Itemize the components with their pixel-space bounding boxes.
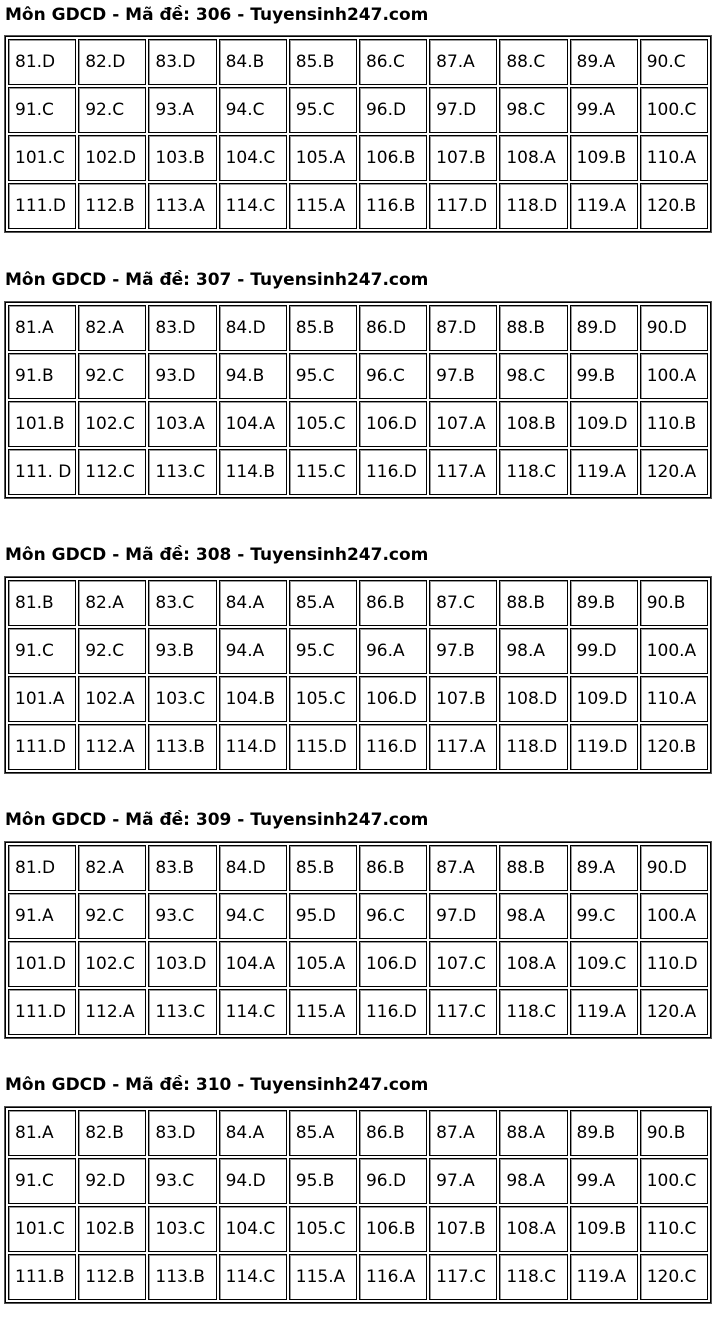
answer-cell: 107.A (429, 401, 497, 447)
answer-cell: 98.A (499, 893, 567, 939)
answer-cell: 108.D (499, 676, 567, 722)
answer-cell: 108.A (499, 1206, 567, 1252)
answer-cell: 97.A (429, 1158, 497, 1204)
answer-cell: 85.B (289, 305, 357, 351)
answer-cell: 117.D (429, 183, 497, 229)
answer-cell: 102.C (78, 401, 146, 447)
answer-cell: 85.A (289, 580, 357, 626)
answer-cell: 100.C (640, 1158, 708, 1204)
answer-cell: 103.A (148, 401, 216, 447)
answer-cell: 98.A (499, 1158, 567, 1204)
answer-cell: 87.A (429, 845, 497, 891)
answer-cell: 87.A (429, 39, 497, 85)
answer-cell: 81.A (8, 305, 76, 351)
answer-cell: 92.C (78, 353, 146, 399)
table-row (8, 845, 708, 891)
table-row (8, 1110, 708, 1156)
answer-cell: 95.C (289, 353, 357, 399)
answer-cell: 114.C (219, 989, 287, 1035)
answer-cell: 82.A (78, 305, 146, 351)
answer-cell: 86.B (359, 1110, 427, 1156)
answer-cell: 100.A (640, 893, 708, 939)
answer-cell: 87.D (429, 305, 497, 351)
table-row (8, 676, 708, 722)
answer-cell: 117.A (429, 449, 497, 495)
answer-cell: 87.A (429, 1110, 497, 1156)
answer-cell: 84.A (219, 1110, 287, 1156)
answer-cell: 96.A (359, 628, 427, 674)
table-row (8, 724, 708, 770)
answer-cell: 109.B (570, 1206, 638, 1252)
answer-cell: 96.C (359, 353, 427, 399)
answer-cell: 97.B (429, 353, 497, 399)
answer-cell: 111. D (8, 449, 76, 495)
answer-cell: 113.A (148, 183, 216, 229)
answer-cell: 105.C (289, 1206, 357, 1252)
table-row (8, 989, 708, 1035)
answer-cell: 85.B (289, 845, 357, 891)
answer-cell: 109.C (570, 941, 638, 987)
answer-cell: 118.D (499, 724, 567, 770)
answer-cell: 116.D (359, 724, 427, 770)
answer-cell: 96.D (359, 87, 427, 133)
answer-cell: 89.B (570, 1110, 638, 1156)
answer-table (5, 1107, 711, 1303)
answer-cell: 106.B (359, 1206, 427, 1252)
answer-cell: 114.B (219, 449, 287, 495)
answer-cell: 111.D (8, 989, 76, 1035)
answer-cell: 106.D (359, 676, 427, 722)
answer-cell: 110.D (640, 941, 708, 987)
answer-cell: 116.D (359, 449, 427, 495)
answer-cell: 120.B (640, 724, 708, 770)
answer-cell: 84.D (219, 305, 287, 351)
answer-cell: 91.C (8, 87, 76, 133)
answer-cell: 84.D (219, 845, 287, 891)
table-row (8, 87, 708, 133)
table-row (8, 401, 708, 447)
answer-cell: 104.C (219, 1206, 287, 1252)
answer-cell: 114.C (219, 183, 287, 229)
answer-cell: 99.B (570, 353, 638, 399)
answer-cell: 118.C (499, 449, 567, 495)
table-row (8, 183, 708, 229)
answer-cell: 91.B (8, 353, 76, 399)
answer-cell: 102.C (78, 941, 146, 987)
answer-cell: 93.B (148, 628, 216, 674)
answer-cell: 112.B (78, 1254, 146, 1300)
answer-cell: 102.D (78, 135, 146, 181)
answer-cell: 95.D (289, 893, 357, 939)
answer-cell: 99.C (570, 893, 638, 939)
table-row (8, 1254, 708, 1300)
answer-cell: 105.A (289, 941, 357, 987)
answer-cell: 83.D (148, 1110, 216, 1156)
answer-cell: 92.C (78, 87, 146, 133)
answer-cell: 108.A (499, 135, 567, 181)
answer-cell: 110.C (640, 1206, 708, 1252)
answer-cell: 96.C (359, 893, 427, 939)
answer-cell: 100.C (640, 87, 708, 133)
answer-cell: 112.A (78, 989, 146, 1035)
answer-cell: 119.A (570, 449, 638, 495)
answer-cell: 101.A (8, 676, 76, 722)
answer-cell: 88.B (499, 845, 567, 891)
answer-cell: 88.B (499, 305, 567, 351)
answer-cell: 112.B (78, 183, 146, 229)
answer-cell: 82.D (78, 39, 146, 85)
table-row (8, 39, 708, 85)
answer-cell: 117.A (429, 724, 497, 770)
answer-cell: 86.B (359, 845, 427, 891)
answer-cell: 95.C (289, 87, 357, 133)
answer-cell: 118.C (499, 1254, 567, 1300)
answer-cell: 111.D (8, 724, 76, 770)
answer-cell: 120.A (640, 449, 708, 495)
answer-cell: 93.D (148, 353, 216, 399)
answer-cell: 92.C (78, 628, 146, 674)
answer-table (5, 302, 711, 498)
answer-cell: 86.C (359, 39, 427, 85)
answer-cell: 95.C (289, 628, 357, 674)
answer-cell: 116.A (359, 1254, 427, 1300)
answer-cell: 94.D (219, 1158, 287, 1204)
answer-cell: 106.D (359, 941, 427, 987)
answer-cell: 89.A (570, 845, 638, 891)
answer-cell: 97.D (429, 87, 497, 133)
answer-cell: 116.B (359, 183, 427, 229)
answer-cell: 98.C (499, 353, 567, 399)
answer-table (5, 577, 711, 773)
answer-cell: 83.B (148, 845, 216, 891)
answer-cell: 90.C (640, 39, 708, 85)
answer-cell: 94.A (219, 628, 287, 674)
answer-cell: 89.B (570, 580, 638, 626)
answer-cell: 83.C (148, 580, 216, 626)
answer-cell: 106.D (359, 401, 427, 447)
answer-cell: 109.D (570, 401, 638, 447)
answer-cell: 98.C (499, 87, 567, 133)
answer-cell: 110.B (640, 401, 708, 447)
answer-cell: 119.D (570, 724, 638, 770)
section-title: Môn GDCD - Mã đề: 310 - Tuyensinh247.com (5, 1075, 429, 1095)
answer-cell: 94.C (219, 893, 287, 939)
answer-cell: 85.B (289, 39, 357, 85)
answer-cell: 105.C (289, 401, 357, 447)
answer-cell: 90.D (640, 305, 708, 351)
answer-cell: 119.A (570, 183, 638, 229)
answer-cell: 119.A (570, 1254, 638, 1300)
answer-cell: 81.D (8, 39, 76, 85)
answer-cell: 108.A (499, 941, 567, 987)
answer-cell: 82.A (78, 845, 146, 891)
answer-cell: 91.A (8, 893, 76, 939)
table-row (8, 628, 708, 674)
answer-cell: 83.D (148, 305, 216, 351)
answer-cell: 115.A (289, 183, 357, 229)
answer-cell: 111.D (8, 183, 76, 229)
answer-cell: 90.B (640, 580, 708, 626)
answer-cell: 97.D (429, 893, 497, 939)
answer-cell: 89.D (570, 305, 638, 351)
section-title: Môn GDCD - Mã đề: 306 - Tuyensinh247.com (5, 5, 429, 25)
answer-cell: 81.A (8, 1110, 76, 1156)
answer-cell: 104.B (219, 676, 287, 722)
answer-cell: 92.D (78, 1158, 146, 1204)
answer-cell: 115.D (289, 724, 357, 770)
answer-cell: 113.B (148, 1254, 216, 1300)
answer-cell: 120.C (640, 1254, 708, 1300)
answer-cell: 109.D (570, 676, 638, 722)
answer-table (5, 842, 711, 1038)
answer-cell: 81.D (8, 845, 76, 891)
answer-cell: 94.C (219, 87, 287, 133)
answer-cell: 115.C (289, 449, 357, 495)
answer-cell: 103.D (148, 941, 216, 987)
answer-table (5, 36, 711, 232)
answer-cell: 88.B (499, 580, 567, 626)
answer-cell: 99.A (570, 1158, 638, 1204)
answer-cell: 111.B (8, 1254, 76, 1300)
answer-cell: 85.A (289, 1110, 357, 1156)
answer-cell: 90.B (640, 1110, 708, 1156)
answer-cell: 86.B (359, 580, 427, 626)
answer-cell: 114.D (219, 724, 287, 770)
answer-cell: 101.C (8, 1206, 76, 1252)
answer-cell: 101.D (8, 941, 76, 987)
answer-cell: 110.A (640, 135, 708, 181)
answer-cell: 91.C (8, 628, 76, 674)
answer-cell: 86.D (359, 305, 427, 351)
answer-cell: 107.B (429, 1206, 497, 1252)
answer-cell: 92.C (78, 893, 146, 939)
answer-cell: 115.A (289, 1254, 357, 1300)
answer-cell: 120.A (640, 989, 708, 1035)
section-title: Môn GDCD - Mã đề: 307 - Tuyensinh247.com (5, 270, 429, 290)
answer-cell: 98.A (499, 628, 567, 674)
answer-cell: 93.C (148, 893, 216, 939)
answer-cell: 113.C (148, 989, 216, 1035)
answer-cell: 107.B (429, 676, 497, 722)
table-row (8, 1158, 708, 1204)
answer-cell: 82.B (78, 1110, 146, 1156)
answer-cell: 103.B (148, 135, 216, 181)
answer-cell: 90.D (640, 845, 708, 891)
table-row (8, 305, 708, 351)
answer-cell: 99.A (570, 87, 638, 133)
answer-cell: 112.A (78, 724, 146, 770)
answer-cell: 84.A (219, 580, 287, 626)
answer-cell: 119.A (570, 989, 638, 1035)
section-title: Môn GDCD - Mã đề: 308 - Tuyensinh247.com (5, 545, 429, 565)
answer-cell: 117.C (429, 989, 497, 1035)
answer-cell: 103.C (148, 1206, 216, 1252)
answer-cell: 109.B (570, 135, 638, 181)
answer-cell: 113.C (148, 449, 216, 495)
answer-cell: 115.A (289, 989, 357, 1035)
answer-cell: 117.C (429, 1254, 497, 1300)
table-row (8, 449, 708, 495)
answer-cell: 107.B (429, 135, 497, 181)
answer-cell: 89.A (570, 39, 638, 85)
table-row (8, 353, 708, 399)
answer-cell: 82.A (78, 580, 146, 626)
answer-cell: 93.A (148, 87, 216, 133)
answer-cell: 81.B (8, 580, 76, 626)
answer-cell: 105.C (289, 676, 357, 722)
table-row (8, 893, 708, 939)
answer-cell: 118.D (499, 183, 567, 229)
answer-cell: 105.A (289, 135, 357, 181)
answer-cell: 88.C (499, 39, 567, 85)
answer-cell: 97.B (429, 628, 497, 674)
answer-cell: 106.B (359, 135, 427, 181)
answer-cell: 101.B (8, 401, 76, 447)
answer-cell: 104.C (219, 135, 287, 181)
answer-cell: 108.B (499, 401, 567, 447)
answer-cell: 87.C (429, 580, 497, 626)
answer-cell: 84.B (219, 39, 287, 85)
answer-cell: 102.B (78, 1206, 146, 1252)
answer-cell: 102.A (78, 676, 146, 722)
answer-cell: 104.A (219, 941, 287, 987)
answer-cell: 110.A (640, 676, 708, 722)
answer-cell: 120.B (640, 183, 708, 229)
answer-cell: 103.C (148, 676, 216, 722)
table-row (8, 580, 708, 626)
answer-cell: 93.C (148, 1158, 216, 1204)
answer-cell: 95.B (289, 1158, 357, 1204)
answer-cell: 113.B (148, 724, 216, 770)
answer-cell: 104.A (219, 401, 287, 447)
table-row (8, 135, 708, 181)
answer-cell: 100.A (640, 628, 708, 674)
answer-cell: 96.D (359, 1158, 427, 1204)
answer-cell: 94.B (219, 353, 287, 399)
answer-cell: 114.C (219, 1254, 287, 1300)
answer-cell: 101.C (8, 135, 76, 181)
answer-cell: 116.D (359, 989, 427, 1035)
answer-cell: 83.D (148, 39, 216, 85)
answer-cell: 118.C (499, 989, 567, 1035)
answer-cell: 107.C (429, 941, 497, 987)
answer-cell: 99.D (570, 628, 638, 674)
table-row (8, 941, 708, 987)
answer-cell: 88.A (499, 1110, 567, 1156)
section-title: Môn GDCD - Mã đề: 309 - Tuyensinh247.com (5, 810, 429, 830)
answer-cell: 112.C (78, 449, 146, 495)
answer-cell: 91.C (8, 1158, 76, 1204)
table-row (8, 1206, 708, 1252)
answer-cell: 100.A (640, 353, 708, 399)
